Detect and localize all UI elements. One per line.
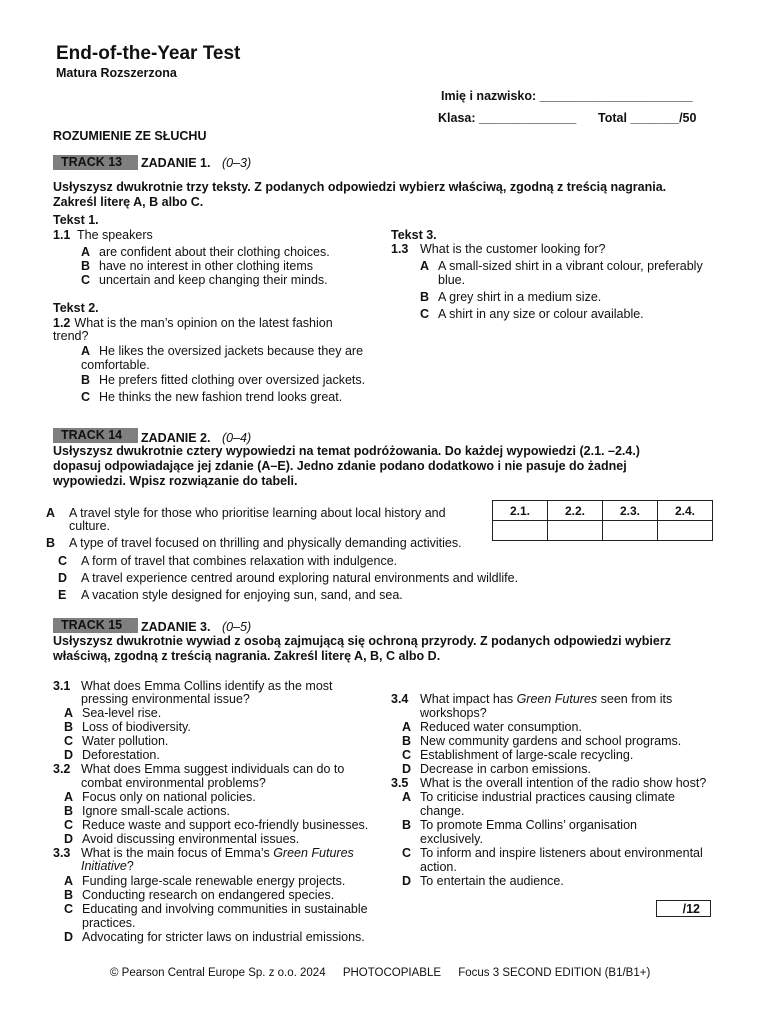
option-3-4-b[interactable]: B New community gardens and school programs.: [402, 734, 682, 748]
option-3-4-a[interactable]: A Reduced water consumption.: [402, 720, 582, 734]
class-field[interactable]: [438, 111, 576, 125]
task2-instruction-3: wypowiedzi. Wpisz rozwiązanie do tabeli.: [53, 474, 298, 488]
answer-cell-2-4[interactable]: [658, 521, 713, 541]
question-1-3: [391, 242, 606, 256]
question-3-5: 3.5 What is the overall intention of the radio show host?: [391, 776, 707, 790]
tekst3-label: Tekst 3.: [391, 228, 437, 242]
total-line: _______/50: [630, 111, 697, 125]
answer-header-2-4: 2.4.: [658, 501, 713, 521]
question-3-2-cont: combat environmental problems?: [81, 776, 266, 790]
footer-edition: Focus 3 SECOND EDITION (B1/B1+): [458, 967, 651, 979]
question-text: What is the customer looking for?: [420, 242, 606, 256]
option-3-5-c[interactable]: C To inform and inspire listeners about environmental: [402, 846, 703, 860]
question-3-1-cont: pressing environmental issue?: [81, 692, 250, 706]
option-3-4-c[interactable]: C Establishment of large-scale recycling.: [402, 748, 634, 762]
task3-heading: [141, 620, 251, 634]
option-3-3-c[interactable]: C Educating and involving communities in sustainable: [64, 902, 368, 916]
task3-name: ZADANIE 3.: [141, 620, 211, 634]
option-3-2-d[interactable]: D Avoid discussing environmental issues.: [64, 832, 300, 846]
option-3-4-d[interactable]: D Decrease in carbon emissions.: [402, 762, 591, 776]
option-1-3-b[interactable]: B A grey shirt in a medium size.: [420, 290, 602, 304]
option-3-2-b[interactable]: B Ignore small-scale actions.: [64, 804, 230, 818]
total-field[interactable]: [598, 111, 696, 125]
option-1-3-a[interactable]: A A small-sized shirt in a vibrant colour, preferably: [420, 259, 703, 273]
travel-option-a: A A travel style for those who prioritise learning about local history and: [46, 506, 446, 520]
answer-table: [492, 500, 713, 541]
question-1-1: [53, 228, 153, 242]
section-title: ROZUMIENIE ZE SŁUCHU: [53, 129, 207, 143]
option-3-3-c-cont: practices.: [82, 916, 136, 930]
travel-option-c: C A form of travel that combines relaxation with indulgence.: [58, 554, 398, 568]
option-3-3-b[interactable]: B Conducting research on endangered species.: [64, 888, 335, 902]
track-13-badge: TRACK 13: [53, 155, 138, 170]
option-3-1-c[interactable]: C Water pollution.: [64, 734, 169, 748]
option-1-3-a-cont: blue.: [438, 273, 466, 287]
page-title: End-of-the-Year Test: [56, 43, 241, 64]
total-label: Total: [598, 111, 627, 125]
option-1-1-b[interactable]: B have no interest in other clothing items: [81, 259, 314, 273]
task1-instruction-1: Usłyszysz dwukrotnie trzy teksty. Z podanych odpowiedzi wybierz właściwą, zgodną z treścią nagrania.: [53, 180, 667, 194]
question-3-4-cont: workshops?: [420, 706, 487, 720]
option-1-1-c[interactable]: C uncertain and keep changing their minds.: [81, 273, 328, 287]
task2-heading: [141, 431, 251, 445]
task1-name: ZADANIE 1.: [141, 156, 211, 170]
travel-option-a-cont: culture.: [69, 519, 110, 533]
question-text: The speakers: [77, 228, 153, 242]
task2-instruction-1: Usłyszysz dwukrotnie cztery wypowiedzi na temat podróżowania. Do każdej wypowiedzi (2.1. –2.4.): [53, 444, 640, 458]
page-subtitle: Matura Rozszerzona: [56, 66, 177, 80]
option-1-2-a[interactable]: A He likes the oversized jackets because they are: [81, 344, 364, 358]
question-3-4: 3.4 What impact has Green Futures seen from its: [391, 692, 673, 706]
task1-heading: [141, 156, 251, 170]
question-3-3-cont: Initiative?: [81, 859, 134, 873]
tekst2-label: Tekst 2.: [53, 301, 99, 315]
option-3-2-c[interactable]: C Reduce waste and support eco-friendly businesses.: [64, 818, 369, 832]
class-label: Klasa:: [438, 111, 476, 125]
task3-instruction-1: Usłyszysz dwukrotnie wywiad z osobą zajmującą się ochroną przyrody. Z podanych odpowiedzi wybierz: [53, 634, 671, 648]
option-3-5-b-cont: exclusively.: [420, 832, 483, 846]
task2-points: (0–4): [221, 431, 252, 445]
option-1-1-a[interactable]: A are confident about their clothing choices.: [81, 245, 330, 259]
name-line: ______________________: [539, 89, 693, 103]
name-field[interactable]: [441, 89, 693, 103]
task3-score-box[interactable]: /12: [656, 900, 711, 917]
task1-instruction-2: Zakreśl literę A, B albo C.: [53, 195, 204, 209]
track-15-badge: TRACK 15: [53, 618, 138, 633]
question-3-2: 3.2 What does Emma suggest individuals can do to: [53, 762, 345, 776]
page-footer: [110, 966, 650, 980]
option-3-1-d[interactable]: D Deforestation.: [64, 748, 160, 762]
option-1-2-b[interactable]: B He prefers fitted clothing over oversized jackets.: [81, 373, 366, 387]
option-3-5-a-cont: change.: [420, 804, 465, 818]
answer-header-2-2: 2.2.: [548, 501, 603, 521]
answer-cell-2-1[interactable]: [493, 521, 548, 541]
task3-points: (0–5): [221, 620, 252, 634]
option-3-5-c-cont: action.: [420, 860, 457, 874]
travel-option-d: D A travel experience centred around exploring natural environments and wildlife.: [58, 571, 519, 585]
task1-points: (0–3): [221, 156, 252, 170]
footer-copyright: © Pearson Central Europe Sp. z o.o. 2024: [110, 967, 326, 979]
answer-header-2-3: 2.3.: [603, 501, 658, 521]
class-line: ______________: [479, 111, 577, 125]
option-1-2-a-cont: comfortable.: [81, 358, 150, 372]
task2-instruction-2: dopasuj odpowiadające jej zdanie (A–E). Jedno zdanie podano dodatkowo i nie pasuje do żadnej: [53, 459, 627, 473]
option-3-5-a[interactable]: A To criticise industrial practices causing climate: [402, 790, 675, 804]
answer-table-header: [493, 501, 713, 521]
name-label: Imię i nazwisko:: [441, 89, 537, 103]
option-3-5-b[interactable]: B To promote Emma Collins’ organisation: [402, 818, 637, 832]
answer-cell-2-2[interactable]: [548, 521, 603, 541]
option-3-2-a[interactable]: A Focus only on national policies.: [64, 790, 256, 804]
option-1-3-c[interactable]: C A shirt in any size or colour available.: [420, 307, 644, 321]
answer-table-inputs: [493, 521, 713, 541]
question-number: 1.1: [53, 228, 71, 242]
travel-option-e: E A vacation style designed for enjoying sun, sand, and sea.: [58, 588, 403, 602]
option-3-1-a[interactable]: A Sea-level rise.: [64, 706, 162, 720]
answer-cell-2-3[interactable]: [603, 521, 658, 541]
task3-instruction-2: właściwą, zgodną z treścią nagrania. Zakreśl literę A, B, C albo D.: [53, 649, 441, 663]
answer-header-2-1: 2.1.: [493, 501, 548, 521]
option-3-3-a[interactable]: A Funding large-scale renewable energy projects.: [64, 874, 346, 888]
question-3-1: 3.1 What does Emma Collins identify as the most: [53, 679, 333, 693]
tekst1-label: Tekst 1.: [53, 213, 99, 227]
track-14-badge: TRACK 14: [53, 428, 138, 443]
question-number: 1.2: [53, 316, 71, 330]
option-1-2-c[interactable]: C He thinks the new fashion trend looks great.: [81, 390, 343, 404]
task2-name: ZADANIE 2.: [141, 431, 211, 445]
question-1-2: 1.2 What is the man’s opinion on the latest fashion: [53, 316, 333, 330]
option-3-3-d[interactable]: D Advocating for stricter laws on industrial emissions.: [64, 930, 365, 944]
footer-photocopiable: PHOTOCOPIABLE: [342, 967, 442, 979]
question-1-2-cont: trend?: [53, 329, 89, 343]
question-3-3: 3.3 What is the main focus of Emma’s Green Futures: [53, 846, 354, 860]
travel-option-b: B A type of travel focused on thrilling and physically demanding activities.: [46, 536, 462, 550]
question-number: 1.3: [391, 242, 409, 256]
option-3-1-b[interactable]: B Loss of biodiversity.: [64, 720, 191, 734]
option-3-5-d[interactable]: D To entertain the audience.: [402, 874, 564, 888]
